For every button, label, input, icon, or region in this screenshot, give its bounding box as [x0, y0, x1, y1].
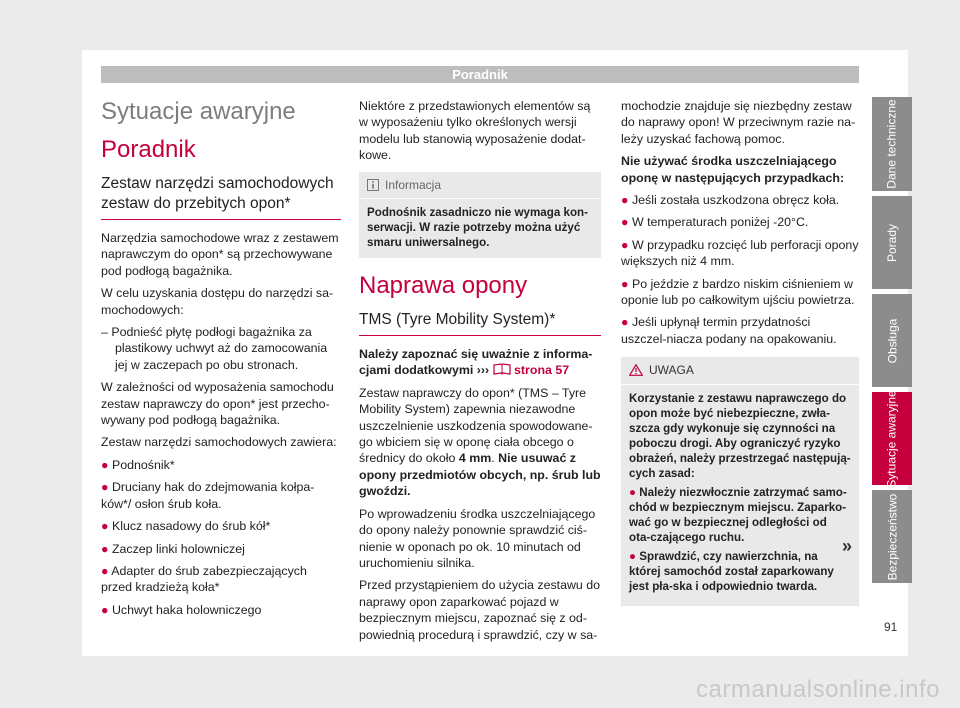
info-box-header	[359, 172, 601, 199]
list-item: ● Druciany hak do zdejmowania kołpa-ków*/ osłon śrub koła.	[101, 480, 315, 511]
column-1	[101, 98, 341, 624]
paragraph: Niektóre z przedstawionych elementów są w wyposażeniu tylko określonych wersji modelu lub stanowią wyposażenie dodat-kowe.	[359, 99, 591, 163]
list-item: ● Po jeździe z bardzo niskim ciśnieniem w oponie lub po całkowitym ujściu powietrza.	[621, 276, 855, 308]
list-item: ● Zaczep linki holowniczej	[101, 541, 245, 556]
list-item: ● Uchwyt haka holowniczego	[101, 602, 262, 617]
bullet-icon: ●	[101, 563, 109, 578]
paragraph: W zależności od wyposażenia samochodu zestaw naprawczy do opon* jest przecho-wywany pod podłogą bagażnika.	[101, 380, 334, 428]
tab-bezpieczenstwo[interactable]: Bezpieczeństwo	[872, 490, 912, 583]
paragraph: Po wprowadzeniu środka uszczelniającego do opony należy ponownie sprawdzić ciś-nienie w oponach po ok. 10 minutach od uruchomieniu silnika.	[359, 506, 596, 570]
warning-text: Korzystanie z zestawu naprawczego do opon może być niebezpieczne, zwła-szcza gdy wykonuje się czynności na poboczu drogi. Aby ograniczyć ryzyko obrażeń, należy przestrzegać następują-cych zasad:	[629, 391, 851, 480]
bullet-icon: ●	[101, 541, 109, 556]
bullet-icon: ●	[101, 480, 109, 495]
info-box	[359, 172, 601, 258]
page-header: Poradnik	[101, 66, 859, 83]
watermark: carmanualsonline.info	[696, 676, 940, 703]
tab-sytuacje-awaryjne[interactable]: Sytuacje awaryjne	[872, 392, 912, 485]
paragraph: Należy zapoznać się uważnie z informa-cjami dodatkowymi ››› strona 57	[359, 347, 593, 378]
dash-list-item: – Podnieść płytę podłogi bagażnika za plastikowy uchwyt aż do zamocowania jej w zaczepach po obu stronach.	[101, 325, 328, 372]
warning-body	[621, 385, 859, 606]
tab-dane-techniczne[interactable]: Dane techniczne	[872, 97, 912, 191]
tab-obsluga[interactable]: Obsługa	[872, 294, 912, 387]
subheading: Zestaw narzędzi samochodowych zestaw do przebitych opon*	[101, 174, 341, 220]
list-item: ● W przypadku rozcięć lub perforacji opony większych niż 4 mm.	[621, 237, 859, 269]
list-item: ● Jeśli została uszkodzona obręcz koła.	[621, 193, 840, 208]
paragraph: Zestaw narzędzi samochodowych zawiera:	[101, 435, 337, 450]
bullet-icon: ●	[621, 315, 629, 330]
warning-icon	[629, 364, 643, 376]
list-item: ● Jeśli upłynął termin przydatności uszczel-niacza podany na opakowaniu.	[621, 315, 837, 346]
paragraph: Zestaw naprawczy do opon* (TMS – Tyre Mobility System) zapewnia niezawodne uszczelnienie uszkodzenia spowodowane-go wbiciem się w oponę ciała obcego o średnicy do około 4 mm. Nie usuwać z opony przedmiotów obcych, np. śrub lub gwoździ.	[359, 385, 601, 499]
chapter-title: Poradnik	[101, 136, 196, 163]
column-2	[359, 98, 601, 649]
column-3	[621, 98, 859, 606]
info-text: Podnośnik zasadniczo nie wymaga kon-serwacji. W razie potrzeby można użyć smaru uniwersalnego.	[367, 206, 588, 250]
paragraph: Narzędzia samochodowe wraz z zestawem naprawczym do opon* są przechowywane pod podłogą bagażnika.	[101, 231, 339, 278]
warning-box	[621, 357, 859, 605]
subheading: TMS (Tyre Mobility System)*	[359, 310, 601, 336]
paragraph: Nie używać środka uszczelniającego oponę w następujących przypadkach:	[621, 154, 845, 185]
page-number: 91	[884, 620, 898, 634]
page-reference-link[interactable]: strona 57	[514, 363, 570, 378]
bullet-icon: ●	[629, 485, 637, 499]
warning-list-item: ● Należy niezwłocznie zatrzymać samo-chód w bezpiecznym miejscu. Zaparko-wać go w bezpiecznej odległości od ota-czającego ruchu.	[629, 485, 847, 544]
bullet-icon: ●	[621, 237, 629, 252]
paragraph: W celu uzyskania dostępu do narzędzi sa-mochodowych:	[101, 286, 334, 317]
bullet-icon: ●	[101, 457, 109, 472]
paragraph: mochodzie znajduje się niezbędny zestaw do naprawy opon! W przeciwnym razie na-leży uzyskać fachową pomoc.	[621, 99, 856, 146]
bullet-icon: ●	[629, 549, 637, 563]
continue-arrow-icon: »	[842, 536, 853, 556]
bullet-icon: ●	[621, 193, 629, 208]
warning-box-header	[621, 357, 859, 384]
chapter-title: Naprawa opony	[359, 272, 528, 300]
section-title: Sytuacje awaryjne	[101, 98, 296, 125]
info-label: Informacja	[385, 177, 442, 192]
paragraph: Przed przystąpieniem do użycia zestawu do naprawy opon zaparkować pojazd w bezpiecznym miejscu, zapoznać się z od-powiednią procedurą i sprawdzić, czy w sa-	[359, 578, 601, 642]
warning-list-item: ● Sprawdzić, czy nawierzchnia, na której samochód został zaparkowany jest pła-ska i odpowiednio twarda.	[629, 549, 834, 593]
list-item: ● Klucz nasadowy do śrub kół*	[101, 519, 271, 534]
bullet-icon: ●	[101, 602, 109, 617]
warning-label: UWAGA	[649, 363, 694, 378]
tab-porady[interactable]: Porady	[872, 196, 912, 289]
bullet-icon: ●	[101, 519, 109, 534]
info-icon	[367, 179, 379, 191]
list-item: ● Adapter do śrub zabezpieczających przed kradzieżą koła*	[101, 563, 307, 595]
bullet-icon: ●	[621, 215, 629, 230]
book-icon	[493, 363, 511, 375]
list-item: ● W temperaturach poniżej -20°C.	[621, 215, 809, 230]
list-item: ● Podnośnik*	[101, 457, 175, 472]
bullet-icon: ●	[621, 276, 629, 291]
